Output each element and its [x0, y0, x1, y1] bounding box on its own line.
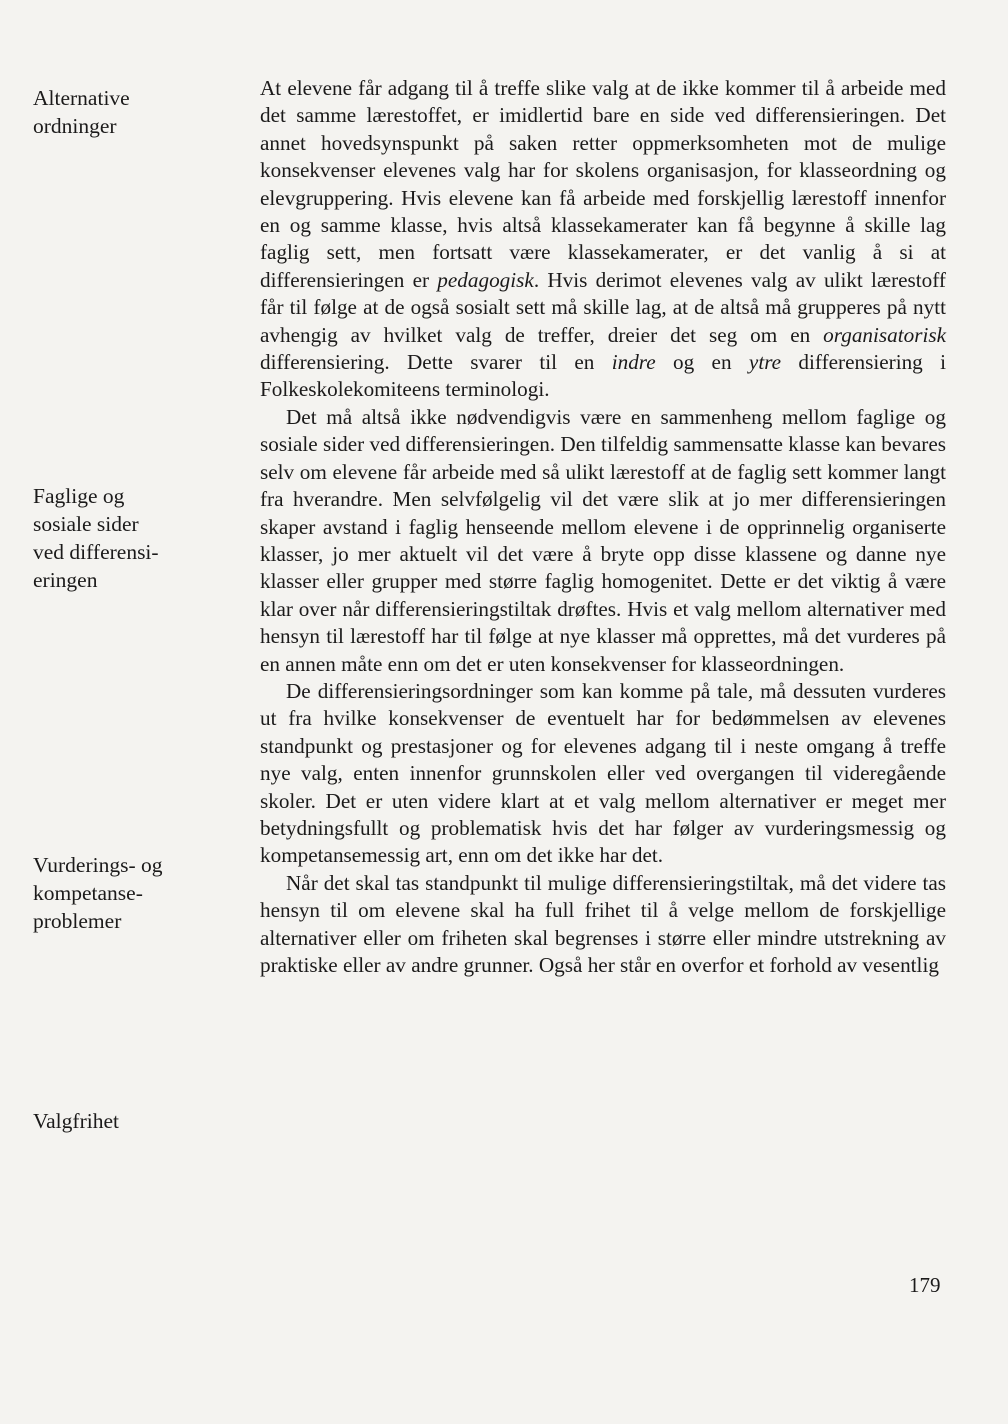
text-run: De differensieringsordninger som kan komme på tale, må dessuten vurderes ut fra hvilke konsekvenser de eventuelt har for bedømmelsen av elevenes standpunkt og prestasjoner og for elevenes adgang til i neste omgang å treffe nye valg, enten innenfor grunnskolen eller ved overgangen til videregående skoler. Det er uten videre klart at et valg mellom alternativer er meget mer betydningsfullt og problematisk hvis det har følger av vurderingsmessig og kompetansemessig art, enn om det ikke har det. — [260, 678, 946, 868]
text-run: Når det skal tas standpunkt til mulige differensieringstiltak, må det videre tas hensyn til om elevene skal ha full frihet til å velge mellom de forskjellige alternativer eller om friheten skal begrenses i større eller mindre utstrekning av praktiske eller av andre grunner. Også her står en overfor et forhold av vesentlig — [260, 870, 946, 977]
paragraph — [260, 678, 946, 870]
body-text — [260, 75, 946, 979]
page-number: 179 — [909, 1273, 941, 1297]
text-run: differensiering. Dette svarer til en — [260, 350, 612, 375]
text-run: og en — [655, 350, 749, 375]
paragraph — [260, 75, 946, 404]
paragraph — [260, 870, 946, 980]
text-run: Det må altså ikke nødvendigvis være en sammenheng mellom faglige og sosiale sider ved differensieringen. Den tilfeldig sammensatte klasse kan bevares selv om elevene får arbeide med så ulikt lærestoff at de faglig sett kommer langt fra hverandre. Men selvfølgelig vil det være slik at jo mer differensieringen skaper avstand i faglig henseende mellom elevene i de opprinnelig organiserte klasser, jo mer aktuelt vil det være å bryte opp disse klassene og danne nye klasser eller grupper med større faglig homogenitet. Dette er det viktig å være klar over når differensieringstiltak drøftes. Hvis et valg mellom alternativer med hensyn til lærestoff har til følge at nye klasser må opprettes, må det vurderes på en annen måte enn om det er uten konsekvenser for klasseordningen. — [260, 404, 946, 676]
margin-note-valgfrihet: Valgfrihet — [33, 1109, 119, 1133]
italic-term: indre — [611, 350, 656, 375]
text-run: At elevene får adgang til å treffe slike valg at de ikke kommer til å arbeide med det samme lærestoffet, er imidlertid bare en side ved differensieringen. Det annet hovedsynspunkt på saken retter oppmerksomheten mot de mulige konsekvenser elevenes valg har for skolens organisasjon, for klasseordning og elevgruppering. Hvis elevene kan få arbeide med forskjellig lærestoff innenfor en og samme klasse, hvis altså klassekamerater kan få begynne å skille lag faglig sett, men fortsatt være klassekamerater, er det vanlig å si at differensieringen er — [260, 76, 946, 292]
text-run: differensiering i Folkeskolekomiteens terminologi. — [260, 350, 947, 402]
margin-note-faglige-og-sosiale-sider: Faglige og sosiale sider ved differensi- eringen — [33, 484, 159, 592]
margin-note-alternative-ordninger: Alternative ordninger — [33, 86, 130, 138]
margin-note-vurderings-og-kompetanseproblemer: Vurderings- og kompetanse- problemer — [33, 853, 163, 933]
italic-term: ytre — [748, 350, 782, 375]
italic-term: pedagogisk — [437, 267, 534, 292]
paragraph — [260, 404, 946, 678]
italic-term: organisatorisk — [823, 322, 946, 347]
text-run: . Hvis derimot elevenes valg av ulikt lærestoff får til følge at de også sosialt sett må skille lag, at de altså må grupperes på nytt avhengig av hvilket valg de treffer, dreier det seg om en — [260, 267, 946, 347]
